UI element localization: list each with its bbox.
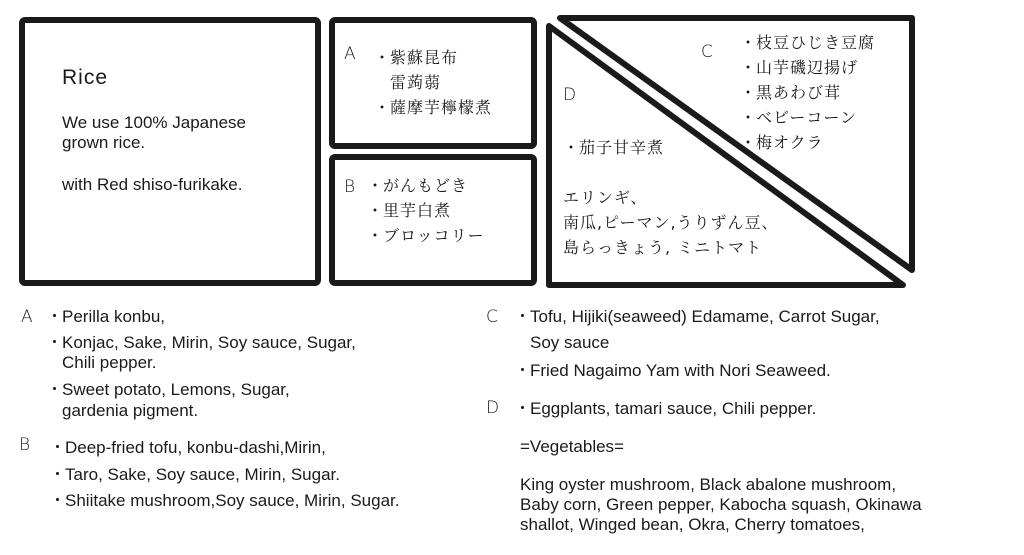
box-d-veg-line: 南瓜,ピーマン,うりずん豆、 (563, 213, 779, 232)
box-b-label: B (344, 177, 356, 197)
legend-a-item1: ・Perilla konbu, (46, 307, 166, 326)
box-b-item: ・ブロッコリー (367, 226, 485, 245)
legend-a-item2-cont: Chili pepper. (62, 353, 157, 372)
legend-b-item1: ・Deep-fried tofu, konbu-dashi,Mirin, (49, 438, 326, 457)
legend-a-label: A (21, 307, 33, 327)
box-d-item: ・茄子甘辛煮 (563, 138, 665, 157)
legend-b-item2: ・Taro, Sake, Soy sauce, Mirin, Sugar. (49, 465, 340, 484)
rice-furikake-note: with Red shiso-furikake. (62, 175, 243, 194)
rice-title: Rice (62, 66, 109, 89)
box-b-item: ・里芋白煮 (367, 201, 452, 220)
box-a-item: ・紫蘇昆布 (374, 48, 459, 67)
legend-a-item3: ・Sweet potato, Lemons, Sugar, (46, 380, 290, 399)
box-d-veg-line: エリンギ、 (563, 188, 648, 207)
legend-b-label: B (19, 435, 31, 455)
legend-d-label: D (486, 398, 500, 418)
box-c-item: ・黒あわび茸 (740, 83, 842, 102)
box-a-item: ・薩摩芋檸檬煮 (374, 98, 493, 117)
box-d-vegetables (563, 185, 779, 260)
legend-d-veg-line2: Baby corn, Green pepper, Kabocha squash, Okinawa (520, 495, 922, 514)
rice-description-line2: grown rice. (62, 133, 146, 152)
box-d-veg-line: 島らっきょう, ミニトマト (563, 238, 763, 257)
legend-c-item1: ・Tofu, Hijiki(seaweed) Edamame, Carrot Sugar, (514, 307, 880, 326)
legend-d-veg-line1: King oyster mushroom, Black abalone mushroom, (520, 475, 897, 494)
box-c-item: ・梅オクラ (740, 133, 824, 152)
legend-b-item3: ・Shiitake mushroom,Soy sauce, Mirin, Sugar. (49, 491, 400, 510)
legend-d-item1: ・Eggplants, tamari sauce, Chili pepper. (514, 399, 817, 418)
legend-d-veg-heading: =Vegetables= (520, 437, 624, 456)
box-c-items (740, 30, 875, 155)
box-a-item: 雷蒟蒻 (390, 73, 442, 92)
box-c-item: ・枝豆ひじき豆腐 (740, 33, 876, 52)
legend-c-item1-cont: Soy sauce (530, 333, 610, 352)
box-d-label: D (563, 85, 577, 105)
legend-c-item2: ・Fried Nagaimo Yam with Nori Seaweed. (514, 361, 831, 380)
box-c-item: ・ベビーコーン (740, 108, 858, 127)
legend-d-veg-line3: shallot, Winged bean, Okra, Cherry tomatoes, (520, 515, 865, 534)
rice-description-line1: We use 100% Japanese (62, 113, 246, 132)
box-a-label: A (344, 44, 356, 64)
legend-a-item2: ・Konjac, Sake, Mirin, Soy sauce, Sugar, (46, 333, 356, 352)
legend-a-item3-cont: gardenia pigment. (62, 401, 199, 420)
legend-c-label: C (486, 307, 498, 327)
box-c-item: ・山芋磯辺揚げ (740, 58, 859, 77)
box-c-label: C (701, 42, 713, 62)
box-b-item: ・がんもどき (367, 176, 469, 195)
